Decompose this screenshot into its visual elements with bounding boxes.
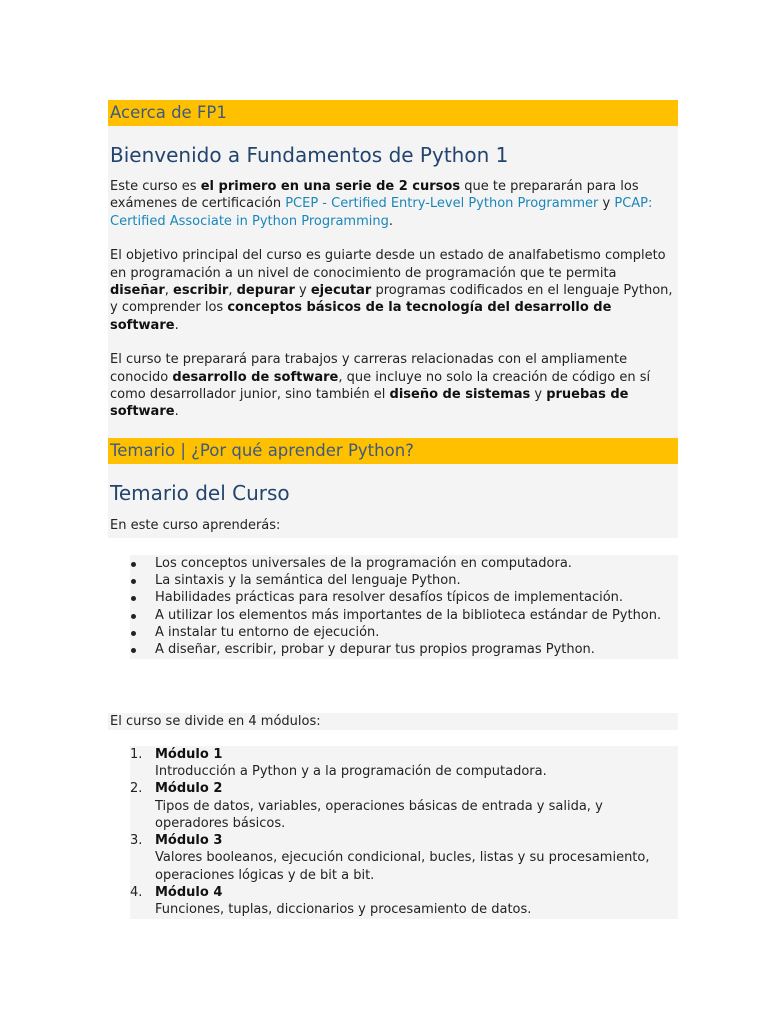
module-description: Introducción a Python y a la programación de computadora. [155,763,547,779]
list-item [130,607,678,624]
bold-text: ejecutar [310,283,372,299]
text: . [388,213,393,229]
text: programas codificados en el lenguaje Python, y comprender los [110,283,673,316]
section-bar-about: Acerca de FP1 [108,100,678,126]
module-name: Módulo 1 [155,746,223,762]
bullet-icon [131,596,136,601]
module-number: 4. [130,885,143,901]
modules-intro: El curso se divide en 4 módulos: [108,713,678,730]
module-number: 2. [130,781,143,797]
module-number: 3. [130,833,143,849]
bullet-icon [131,631,136,636]
bold-text: pruebas de software [110,387,629,420]
module-item [130,780,678,832]
list-item-text: A diseñar, escribir, probar y depurar tus propios programas Python. [155,642,595,658]
text: El curso te preparará para trabajos y carreras relacionadas con el ampliamente conocido [110,352,628,385]
text: Este curso es [110,179,201,194]
list-item [130,572,678,589]
text: y [530,387,547,403]
welcome-heading: Bienvenido a Fundamentos de Python 1 [110,143,509,167]
paragraph-objective [110,247,678,351]
bullet-icon [131,648,136,653]
module-description: Valores booleanos, ejecución condicional, bucles, listas y su procesamiento, operaciones lógicas y de bit a bit. [155,850,650,883]
syllabus-section [108,464,678,538]
list-item [130,589,678,606]
module-item [130,746,678,781]
bullet-icon [131,614,136,619]
list-item [130,641,678,658]
text: . [174,404,179,420]
text: que te prepararán para los exámenes de certificación [110,179,639,212]
text: . [174,317,179,333]
module-number: 1. [130,746,143,762]
paragraph-intro [110,178,678,247]
pcap-link[interactable]: PCAP: Certified Associate in Python Programming [110,196,653,229]
document-page [108,100,678,932]
learning-bullet-list [130,555,678,659]
bullet-icon [131,579,136,584]
text: , [228,283,237,299]
module-description: Funciones, tuplas, diccionarios y procesamiento de datos. [155,902,532,918]
module-name: Módulo 4 [155,885,223,901]
module-name: Módulo 2 [155,781,223,797]
text: , que incluye no solo la creación de código en sí como desarrollador junior, sino también el [110,369,651,403]
about-section [108,126,678,438]
section-bar-syllabus: Temario | ¿Por qué aprender Python? [108,438,678,464]
bold-text: escribir [173,283,229,299]
text: , [164,283,174,299]
module-item [130,832,678,884]
module-item [130,884,678,919]
syllabus-intro: En este curso aprenderás: [110,517,281,533]
list-item-text: La sintaxis y la semántica del lenguaje Python. [155,573,461,589]
bold-text: depurar [236,283,295,299]
module-description: Tipos de datos, variables, operaciones básicas de entrada y salida, y operadores básicos. [155,798,603,831]
list-item [130,555,678,572]
text: y [294,283,311,299]
bold-text: diseño de sistemas [389,387,531,403]
bold-text: el primero en una serie de 2 cursos [200,179,461,194]
list-item-text: Los conceptos universales de la programación en computadora. [155,555,572,571]
bold-text: conceptos básicos de la tecnología del desarrollo de software [110,300,612,333]
text: El objetivo principal del curso es guiarte desde un estado de analfabetismo completo en programación a un nivel de conocimiento de programación que te permita [110,248,666,281]
list-item-text: A utilizar los elementos más importantes de la biblioteca estándar de Python. [155,607,662,623]
bold-text: diseñar [110,283,165,299]
modules-list [130,746,678,919]
bold-text: desarrollo de software [172,369,339,385]
paragraph-careers [110,351,678,438]
list-item-text: A instalar tu entorno de ejecución. [155,625,380,641]
list-item-text: Habilidades prácticas para resolver desafíos típicos de implementación. [155,590,624,606]
syllabus-heading: Temario del Curso [110,480,290,505]
list-item [130,624,678,641]
pcep-link[interactable]: PCEP - Certified Entry-Level Python Programmer [285,196,599,212]
bullet-icon [131,562,136,567]
module-name: Módulo 3 [155,833,223,849]
text: y [598,196,615,212]
